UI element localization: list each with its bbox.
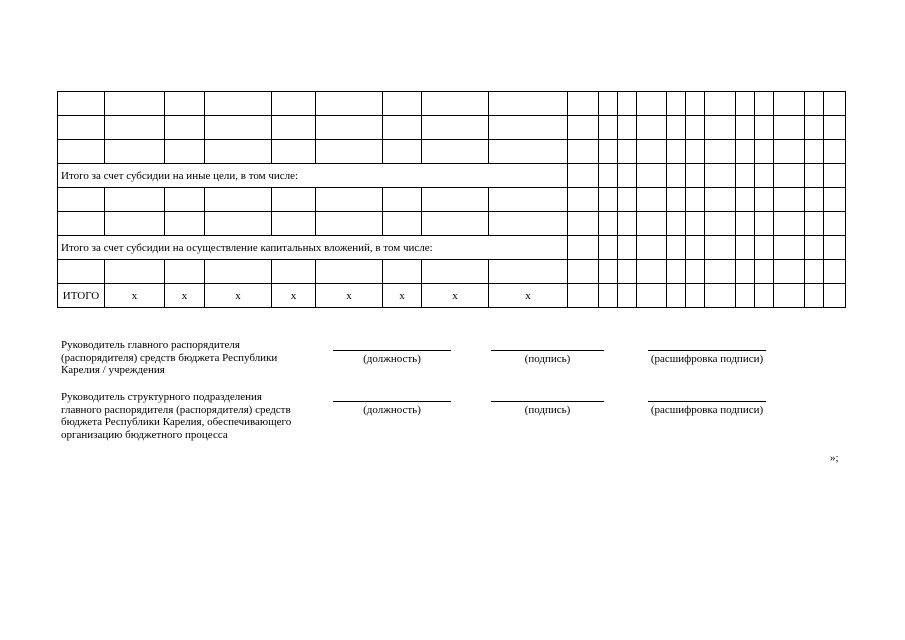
table-cell[interactable] [637,236,667,260]
not-applicable-mark: х [422,284,489,308]
head-role-line-2: (распорядителя) средств бюджета Республики [61,351,278,364]
table-cell[interactable] [618,236,637,260]
table-cell[interactable] [599,212,618,236]
table-cell[interactable] [272,212,316,236]
table-cell[interactable] [705,212,736,236]
unit-signature-caption: (подпись) [524,404,571,416]
table-cell[interactable] [686,164,705,188]
subtotal-other-purposes-row [58,164,846,188]
table-cell[interactable] [805,212,824,236]
not-applicable-mark: х [383,284,422,308]
table-cell[interactable] [736,164,755,188]
table-cell[interactable] [422,260,489,284]
table-cell[interactable] [686,188,705,212]
table-row [58,260,846,284]
table-cell[interactable] [774,188,805,212]
table-cell[interactable] [824,116,846,140]
table-cell[interactable] [755,140,774,164]
table-cell[interactable] [618,212,637,236]
table-cell[interactable] [58,188,105,212]
table-cell[interactable] [568,140,599,164]
table-cell[interactable] [316,92,383,116]
table-cell[interactable] [383,116,422,140]
table-cell[interactable] [686,140,705,164]
unit-signatory-role [61,391,291,441]
table-cell[interactable] [686,284,705,308]
table-cell[interactable] [637,140,667,164]
table-cell[interactable] [736,140,755,164]
table-row [58,92,846,116]
table-cell[interactable] [618,284,637,308]
table-cell[interactable] [489,92,568,116]
table-cell[interactable] [568,188,599,212]
head-signature-caption: (подпись) [524,353,571,365]
table-cell[interactable] [736,260,755,284]
unit-decoding-caption: (расшифровка подписи) [650,404,764,416]
table-cell[interactable] [489,212,568,236]
table-cell[interactable] [667,140,686,164]
table-cell[interactable] [165,212,205,236]
table-cell[interactable] [637,116,667,140]
table-cell[interactable] [618,116,637,140]
budget-table [57,91,846,308]
table-cell[interactable] [618,260,637,284]
table-cell[interactable] [205,92,272,116]
table-cell[interactable] [755,164,774,188]
table-cell[interactable] [755,260,774,284]
table-cell[interactable] [667,284,686,308]
table-cell[interactable] [165,116,205,140]
table-cell[interactable] [316,212,383,236]
table-cell[interactable] [736,284,755,308]
table-cell[interactable] [105,188,165,212]
not-applicable-mark: х [316,284,383,308]
table-cell[interactable] [568,284,599,308]
table-cell[interactable] [805,92,824,116]
table-cell[interactable] [705,164,736,188]
table-cell[interactable] [755,212,774,236]
table-cell[interactable] [755,92,774,116]
table-cell[interactable] [422,92,489,116]
table-cell[interactable] [667,188,686,212]
table-cell[interactable] [774,116,805,140]
table-cell[interactable] [637,284,667,308]
table-cell[interactable] [422,212,489,236]
table-cell[interactable] [599,236,618,260]
table-row [58,188,846,212]
table-cell[interactable] [686,212,705,236]
table-cell[interactable] [599,92,618,116]
table-cell[interactable] [205,188,272,212]
subtotal-other-purposes-row-label: Итого за счет субсидии на иные цели, в том числе: [58,164,568,188]
table-cell[interactable] [422,140,489,164]
unit-position-line[interactable] [333,401,451,402]
not-applicable-mark: х [272,284,316,308]
table-cell[interactable] [774,236,805,260]
table-cell[interactable] [383,92,422,116]
table-cell[interactable] [272,140,316,164]
table-cell[interactable] [272,92,316,116]
unit-decoding-line[interactable] [648,401,766,402]
table-cell[interactable] [774,92,805,116]
head-position-caption: (должность) [363,353,421,365]
table-cell[interactable] [58,92,105,116]
table-cell[interactable] [105,92,165,116]
table-cell[interactable] [705,140,736,164]
table-cell[interactable] [272,188,316,212]
table-cell[interactable] [599,164,618,188]
table-cell[interactable] [637,92,667,116]
table-cell[interactable] [568,212,599,236]
table-cell[interactable] [165,260,205,284]
table-cell[interactable] [272,116,316,140]
table-cell[interactable] [705,188,736,212]
not-applicable-mark: х [105,284,165,308]
subtotal-capital-investment-row [58,236,846,260]
unit-position-caption: (должность) [363,404,421,416]
table-cell[interactable] [824,164,846,188]
table-cell[interactable] [736,188,755,212]
table-cell[interactable] [805,284,824,308]
head-position-line[interactable] [333,350,451,351]
table-cell[interactable] [805,260,824,284]
table-cell[interactable] [205,140,272,164]
table-cell[interactable] [568,164,599,188]
table-cell[interactable] [105,260,165,284]
table-cell[interactable] [205,212,272,236]
table-cell[interactable] [637,188,667,212]
table-cell[interactable] [165,92,205,116]
table-cell[interactable] [568,236,599,260]
head-decoding-caption: (расшифровка подписи) [650,353,764,365]
table-cell[interactable] [58,212,105,236]
table-cell[interactable] [824,236,846,260]
table-cell[interactable] [383,188,422,212]
table-cell[interactable] [705,284,736,308]
table-cell[interactable] [383,212,422,236]
table-row [58,212,846,236]
not-applicable-mark: х [165,284,205,308]
table-cell[interactable] [805,140,824,164]
table-cell[interactable] [383,260,422,284]
table-cell[interactable] [705,236,736,260]
table-cell[interactable] [667,212,686,236]
table-cell[interactable] [105,140,165,164]
table-cell[interactable] [667,236,686,260]
table-cell[interactable] [489,260,568,284]
closing-quote: »; [830,452,839,464]
table-cell[interactable] [618,92,637,116]
table-cell[interactable] [205,116,272,140]
head-role-line-3: Карелия / учреждения [61,364,165,376]
table-cell[interactable] [686,116,705,140]
table-cell[interactable] [599,116,618,140]
table-cell[interactable] [824,260,846,284]
table-cell[interactable] [637,164,667,188]
unit-role-line-4: организацию бюджетного процесса [61,428,228,441]
grand-total-row [58,284,846,308]
table-cell[interactable] [422,116,489,140]
table-cell[interactable] [824,188,846,212]
table-cell[interactable] [316,260,383,284]
table-cell[interactable] [316,188,383,212]
table-cell[interactable] [667,92,686,116]
table-cell[interactable] [599,140,618,164]
unit-signature-line[interactable] [491,401,604,402]
table-cell[interactable] [824,140,846,164]
table-cell[interactable] [637,260,667,284]
table-cell[interactable] [316,116,383,140]
table-cell[interactable] [736,212,755,236]
table-cell[interactable] [705,92,736,116]
table-cell[interactable] [774,212,805,236]
table-cell[interactable] [205,260,272,284]
table-cell[interactable] [637,212,667,236]
table-cell[interactable] [705,116,736,140]
table-cell[interactable] [774,260,805,284]
table-row [58,140,846,164]
table-cell[interactable] [568,92,599,116]
table-cell[interactable] [667,260,686,284]
table-cell[interactable] [667,116,686,140]
not-applicable-mark: х [489,284,568,308]
table-cell[interactable] [736,92,755,116]
grand-total-label: ИТОГО [58,284,105,308]
table-cell[interactable] [824,92,846,116]
table-cell[interactable] [316,140,383,164]
table-cell[interactable] [774,140,805,164]
unit-role-line-2: главного распорядителя (распорядителя) средств [61,403,291,416]
head-signature-line[interactable] [491,350,604,351]
table-cell[interactable] [755,284,774,308]
table-cell[interactable] [774,164,805,188]
table-cell[interactable] [422,188,489,212]
table-cell[interactable] [686,260,705,284]
table-cell[interactable] [667,164,686,188]
table-cell[interactable] [755,188,774,212]
table-cell[interactable] [58,116,105,140]
table-cell[interactable] [599,260,618,284]
table-cell[interactable] [105,212,165,236]
table-cell[interactable] [774,284,805,308]
table-cell[interactable] [489,116,568,140]
table-cell[interactable] [805,188,824,212]
table-cell[interactable] [618,188,637,212]
unit-role-line-3: бюджета Республики Карелия, обеспечивающего [61,416,292,428]
table-row [58,116,846,140]
table-cell[interactable] [165,140,205,164]
table-cell[interactable] [736,116,755,140]
table-cell[interactable] [165,188,205,212]
table-cell[interactable] [568,116,599,140]
head-signatory-role [61,339,277,377]
table-cell[interactable] [824,212,846,236]
table-cell[interactable] [805,236,824,260]
table-cell[interactable] [805,116,824,140]
unit-role-line-1: Руководитель структурного подразделения [61,391,262,403]
subtotal-capital-investment-row-label: Итого за счет субсидии на осуществление капитальных вложений, в том числе: [58,236,568,260]
table-cell[interactable] [599,188,618,212]
table-cell[interactable] [686,236,705,260]
not-applicable-mark: х [205,284,272,308]
table-cell[interactable] [383,140,422,164]
table-cell[interactable] [568,260,599,284]
table-cell[interactable] [489,140,568,164]
table-cell[interactable] [686,92,705,116]
table-cell[interactable] [805,164,824,188]
table-cell[interactable] [105,116,165,140]
table-cell[interactable] [618,164,637,188]
table-cell[interactable] [618,140,637,164]
table-cell[interactable] [755,236,774,260]
table-cell[interactable] [705,260,736,284]
table-cell[interactable] [489,188,568,212]
head-decoding-line[interactable] [648,350,766,351]
table-cell[interactable] [58,140,105,164]
head-role-line-1: Руководитель главного распорядителя [61,339,240,351]
table-cell[interactable] [58,260,105,284]
table-cell[interactable] [755,116,774,140]
table-cell[interactable] [824,284,846,308]
table-cell[interactable] [736,236,755,260]
table-cell[interactable] [272,260,316,284]
table-cell[interactable] [599,284,618,308]
